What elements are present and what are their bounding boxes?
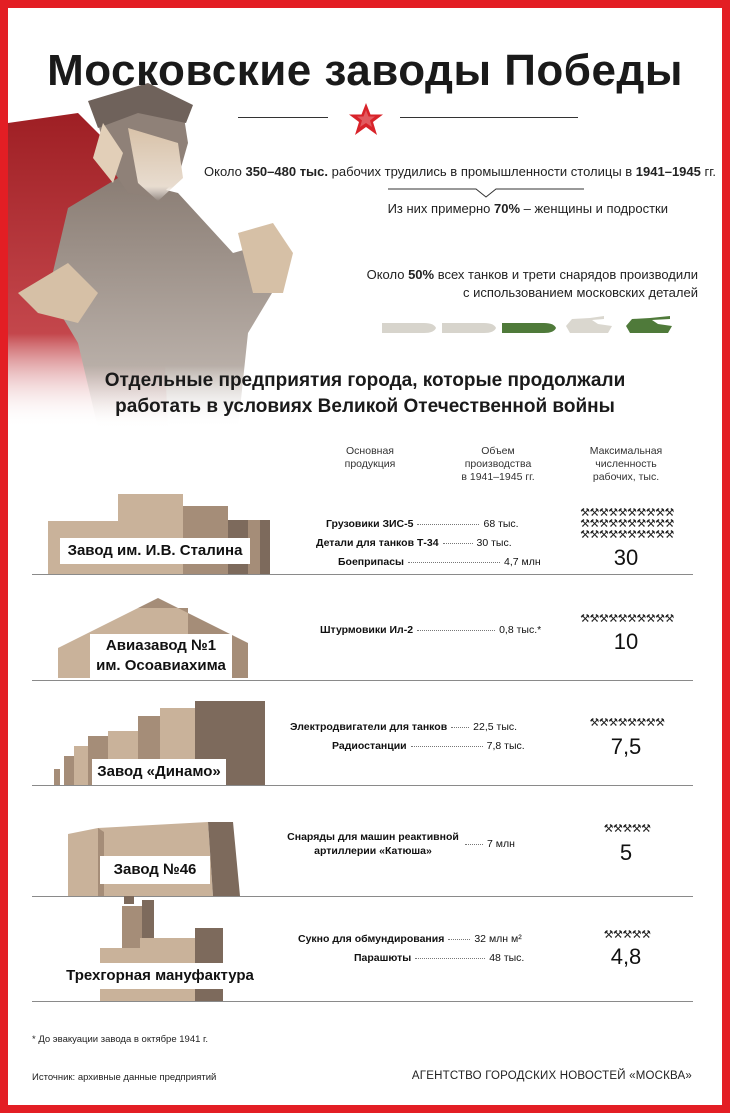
- product-row: Грузовики ЗИС-5 68 тыс.: [326, 518, 519, 530]
- subhead-line2: работать в условиях Великой Отечественной войны: [115, 396, 615, 417]
- hammer-icon: ⚒: [622, 823, 632, 835]
- hammer-icon: ⚒: [645, 613, 656, 625]
- hammer-icon: ⚒: [636, 529, 646, 541]
- plant-name-46: Завод №46: [100, 856, 210, 884]
- hammer-icon: ⚒: [641, 929, 651, 941]
- hammer-icon: ⚒: [631, 823, 642, 835]
- hammer-icon: ⚒: [645, 717, 656, 729]
- source: Источник: архивные данные предприятий: [32, 1072, 217, 1083]
- hammer-icon: ⚒: [598, 529, 609, 541]
- column-header-product: Основная продукция: [344, 445, 396, 470]
- hammer-icon: ⚒: [589, 529, 599, 541]
- hammer-icon: ⚒: [645, 518, 656, 530]
- plant-name-trekhgornaya: Трехгорная мануфактура: [60, 963, 260, 989]
- hammer-icon: ⚒: [655, 518, 665, 530]
- hammer-icon: ⚒: [589, 507, 599, 519]
- hammer-icon: ⚒: [617, 717, 627, 729]
- shell-icon: [382, 323, 436, 333]
- hammer-icon: ⚒: [589, 518, 599, 530]
- hammer-icon: ⚒: [603, 823, 613, 835]
- hammer-icon: ⚒: [627, 717, 637, 729]
- tank-icon: [566, 316, 612, 333]
- product-row: Детали для танков Т-34 30 тыс.: [316, 537, 512, 549]
- divider-right: [400, 117, 578, 118]
- tanks-stat-line2: с использованием московских деталей: [462, 285, 698, 300]
- product-row: Парашюты 48 тыс.: [354, 952, 525, 964]
- plant-name-avia: Авиазавод №1 им. Осоавиахима: [90, 634, 232, 678]
- bracket-line: [388, 186, 584, 200]
- hammer-icon: ⚒: [631, 929, 642, 941]
- shells-and-tanks-row: [380, 310, 672, 334]
- hammer-icon: ⚒: [598, 717, 609, 729]
- hammer-icon: ⚒: [627, 613, 637, 625]
- product-row: Штурмовики Ил-2 0,8 тыс.*: [320, 624, 542, 636]
- hammer-icon: ⚒: [580, 613, 590, 625]
- hammer-icon: ⚒: [655, 613, 665, 625]
- hammer-icon: ⚒: [636, 717, 646, 729]
- hammer-icon: ⚒: [617, 529, 627, 541]
- hammer-icon: ⚒: [617, 518, 627, 530]
- hammer-icon: ⚒: [655, 507, 665, 519]
- hammer-icon: ⚒: [598, 613, 609, 625]
- hammer-icon: ⚒: [636, 613, 646, 625]
- hammer-icon: ⚒: [664, 518, 674, 530]
- tank-icon: [626, 316, 672, 333]
- product-value-katyusha: 7 млн: [461, 838, 515, 850]
- hammer-icon: ⚒: [627, 518, 637, 530]
- star-icon: [348, 102, 384, 136]
- product-row: Боеприпасы 4,7 млн: [338, 556, 541, 568]
- hammer-icon: ⚒: [589, 717, 599, 729]
- divider-left: [238, 117, 328, 118]
- hammer-icon: ⚒: [608, 613, 618, 625]
- share-stat: Из них примерно 70% – женщины и подростки: [387, 201, 668, 216]
- workers-hammers: [580, 614, 674, 625]
- hammer-icon: ⚒: [655, 529, 665, 541]
- hammer-icon: ⚒: [589, 613, 599, 625]
- hammer-icon: ⚒: [645, 507, 656, 519]
- hammer-icon: ⚒: [627, 529, 637, 541]
- hammer-icon: ⚒: [664, 613, 674, 625]
- hammer-icon: ⚒: [598, 507, 609, 519]
- hammer-icon: ⚒: [612, 823, 623, 835]
- workers-hammers: [580, 930, 674, 941]
- product-row: Электродвигатели для танков 22,5 тыс.: [290, 721, 518, 733]
- hammer-icon: ⚒: [608, 717, 618, 729]
- hammer-icon: ⚒: [664, 529, 674, 541]
- ground-line: [32, 785, 693, 786]
- tanks-stat-line1: Около 50% всех танков и трети снарядов производили: [366, 267, 698, 282]
- hammer-icon: ⚒: [603, 929, 613, 941]
- section-subhead: [8, 368, 722, 420]
- ground-line: [32, 574, 693, 575]
- hammer-icon: ⚒: [617, 613, 627, 625]
- hammer-icon: ⚒: [580, 529, 590, 541]
- hammer-icon: ⚒: [612, 929, 623, 941]
- workers-count: 4,8: [610, 944, 642, 969]
- hammer-icon: ⚒: [664, 507, 674, 519]
- workers-count: 7,5: [610, 734, 642, 759]
- infographic-page: [8, 8, 722, 1105]
- ground-line: [32, 680, 693, 681]
- workers-hammers: [580, 824, 674, 835]
- hammer-icon: ⚒: [627, 507, 637, 519]
- workers-count: 5: [619, 840, 633, 865]
- agency-credit: АГЕНТСТВО ГОРОДСКИХ НОВОСТЕЙ «МОСКВА»: [411, 1070, 692, 1082]
- plant-name-dynamo: Завод «Динамо»: [92, 759, 226, 785]
- hammer-icon: ⚒: [617, 507, 627, 519]
- hammer-icon: ⚒: [641, 823, 651, 835]
- footnote: * До эвакуации завода в октябре 1941 г.: [32, 1034, 208, 1045]
- hammer-icon: ⚒: [636, 518, 646, 530]
- hammer-icon: ⚒: [608, 507, 618, 519]
- hammer-icon: ⚒: [608, 518, 618, 530]
- hammer-icon: ⚒: [655, 717, 665, 729]
- column-header-workers: Максимальная численность рабочих, тыс.: [589, 445, 663, 483]
- hammer-icon: ⚒: [598, 518, 609, 530]
- workers-hammers: [580, 718, 674, 729]
- hammer-icon: ⚒: [608, 529, 618, 541]
- product-row: Радиостанции 7,8 тыс.: [332, 740, 525, 752]
- subhead-line1: Отдельные предприятия города, которые продолжали: [104, 370, 626, 391]
- workers-count: 30: [613, 545, 639, 570]
- plant-name-stalin: Завод им. И.В. Сталина: [60, 538, 250, 564]
- shell-icon: [502, 323, 556, 333]
- hammer-icon: ⚒: [580, 507, 590, 519]
- product-row: Сукно для обмундирования 32 млн м²: [298, 933, 522, 945]
- shell-icon: [442, 323, 496, 333]
- hammer-icon: ⚒: [580, 518, 590, 530]
- hammer-icon: ⚒: [622, 929, 632, 941]
- ground-line: [32, 1001, 693, 1002]
- hammer-icon: ⚒: [645, 529, 656, 541]
- column-header-volume: Объем производства в 1941–1945 гг.: [461, 445, 535, 483]
- product-label-katyusha: Снаряды для машин реактивной артиллерии «Катюша»: [287, 831, 459, 857]
- workers-hammers: [580, 508, 674, 541]
- workers-count: 10: [613, 629, 639, 654]
- page-title: Московские заводы Победы: [47, 46, 683, 95]
- workers-stat: Около 350–480 тыс. рабочих трудились в промышленности столицы в 1941–1945 гг.: [204, 164, 716, 179]
- hammer-icon: ⚒: [636, 507, 646, 519]
